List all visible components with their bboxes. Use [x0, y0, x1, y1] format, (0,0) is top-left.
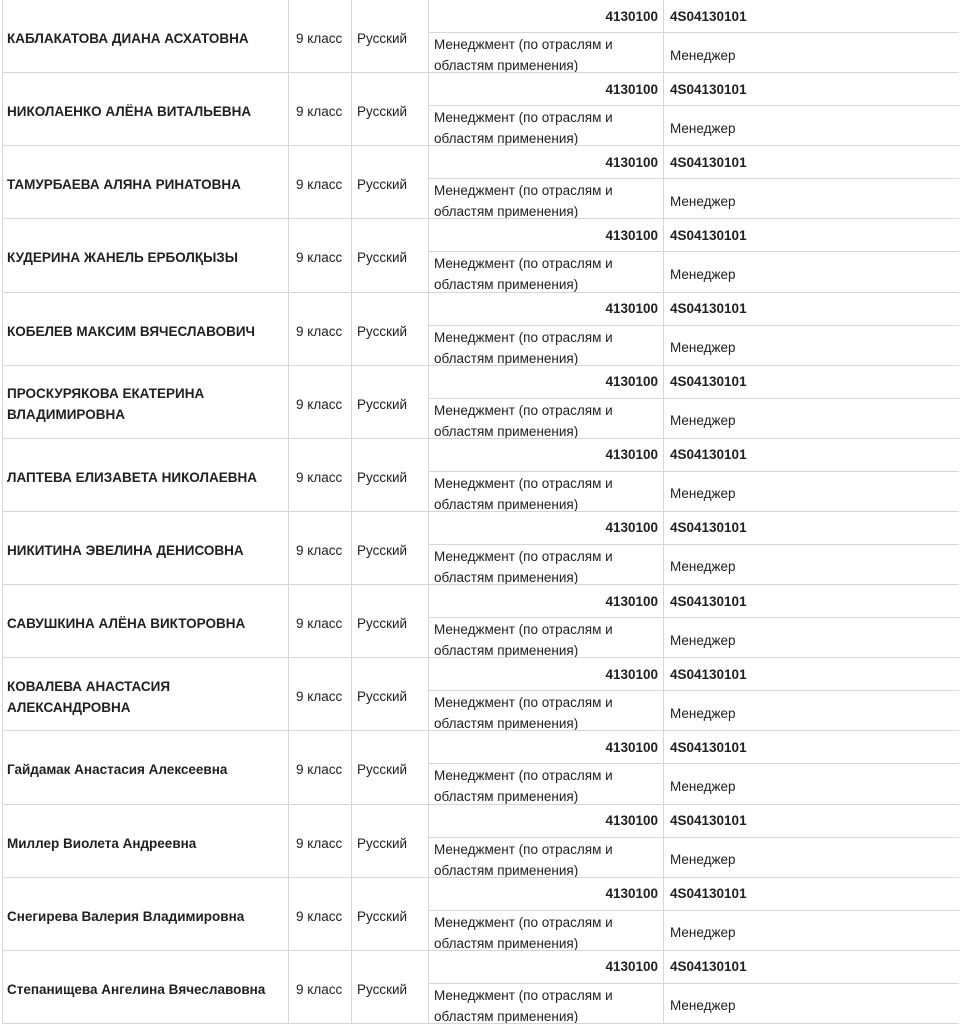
language-cell[interactable]: Русский — [352, 366, 429, 439]
qualification-column-group — [664, 439, 959, 512]
qualification-code-cell[interactable]: 4S04130101 — [664, 512, 959, 545]
language-cell[interactable]: Русский — [352, 0, 429, 73]
table-row — [3, 951, 959, 1024]
table-row — [3, 731, 959, 804]
language-cell[interactable]: Русский — [352, 585, 429, 658]
language-cell[interactable]: Русский — [352, 73, 429, 146]
program-column-group — [429, 658, 664, 731]
student-name-cell[interactable]: НИКИТИНА ЭВЕЛИНА ДЕНИСОВНА — [3, 512, 289, 585]
program-column-group — [429, 146, 664, 219]
qualification-cell[interactable]: Менеджер — [670, 559, 736, 575]
program-name-cell[interactable]: Менеджмент (по отраслям и областям применения) — [429, 911, 664, 951]
qualification-cell[interactable]: Менеджер — [670, 852, 736, 868]
language-cell[interactable]: Русский — [352, 439, 429, 512]
language-cell[interactable]: Русский — [352, 219, 429, 292]
qualification-cell[interactable]: Менеджер — [670, 998, 736, 1014]
student-name-cell[interactable]: ЛАПТЕВА ЕЛИЗАВЕТА НИКОЛАЕВНА — [3, 439, 289, 512]
qualification-cell[interactable]: Менеджер — [670, 266, 736, 282]
qualification-code-cell[interactable]: 4S04130101 — [664, 293, 959, 326]
student-name-cell[interactable]: ТАМУРБАЕВА АЛЯНА РИНАТОВНА — [3, 146, 289, 219]
program-code-cell[interactable]: 4130100 — [429, 293, 664, 326]
qualification-code-cell[interactable]: 4S04130101 — [664, 805, 959, 838]
table-row — [3, 366, 959, 439]
program-name-cell[interactable]: Менеджмент (по отраслям и областям применения) — [429, 984, 664, 1024]
qualification-column-group — [664, 146, 959, 219]
program-name-cell[interactable]: Менеджмент (по отраслям и областям применения) — [429, 618, 664, 658]
table-row — [3, 146, 959, 219]
grade-cell[interactable]: 9 класс — [289, 512, 352, 585]
program-column-group — [429, 0, 664, 73]
program-code-cell[interactable]: 4130100 — [429, 805, 664, 838]
student-name-cell[interactable]: ПРОСКУРЯКОВА ЕКАТЕРИНА ВЛАДИМИРОВНА — [3, 366, 289, 439]
qualification-cell[interactable]: Менеджер — [670, 778, 736, 794]
qualification-column-group — [664, 951, 959, 1024]
language-cell[interactable]: Русский — [352, 658, 429, 731]
program-column-group — [429, 293, 664, 366]
program-column-group — [429, 878, 664, 951]
program-name-cell[interactable]: Менеджмент (по отраслям и областям применения) — [429, 326, 664, 366]
program-name-cell[interactable]: Менеджмент (по отраслям и областям применения) — [429, 838, 664, 878]
table-row — [3, 585, 959, 658]
student-name-cell[interactable]: Снегирева Валерия Владимировна — [3, 878, 289, 951]
program-column-group — [429, 512, 664, 585]
program-code-cell[interactable]: 4130100 — [429, 585, 664, 618]
grade-cell[interactable]: 9 класс — [289, 805, 352, 878]
program-column-group — [429, 439, 664, 512]
qualification-column-group — [664, 73, 959, 146]
qualification-column-group — [664, 366, 959, 439]
qualification-cell[interactable]: Менеджер — [670, 925, 736, 941]
qualification-cell[interactable]: Менеджер — [670, 632, 736, 648]
program-code-cell[interactable]: 4130100 — [429, 951, 664, 984]
table-row — [3, 805, 959, 878]
table-row — [3, 0, 959, 73]
grade-cell[interactable]: 9 класс — [289, 219, 352, 292]
grade-cell[interactable]: 9 класс — [289, 439, 352, 512]
language-cell[interactable]: Русский — [352, 146, 429, 219]
language-cell[interactable]: Русский — [352, 731, 429, 804]
table-row — [3, 658, 959, 731]
qualification-column-group — [664, 731, 959, 804]
program-column-group — [429, 219, 664, 292]
grade-cell[interactable]: 9 класс — [289, 731, 352, 804]
table-row — [3, 512, 959, 585]
qualification-column-group — [664, 219, 959, 292]
grade-cell[interactable]: 9 класс — [289, 73, 352, 146]
student-name-cell[interactable]: КУДЕРИНА ЖАНЕЛЬ ЕРБОЛҚЫЗЫ — [3, 219, 289, 292]
qualification-column-group — [664, 658, 959, 731]
grade-cell[interactable]: 9 класс — [289, 585, 352, 658]
program-name-cell[interactable]: Менеджмент (по отраслям и областям применения) — [429, 545, 664, 585]
program-name-cell[interactable]: Менеджмент (по отраслям и областям применения) — [429, 33, 664, 73]
program-code-cell[interactable]: 4130100 — [429, 878, 664, 911]
qualification-cell[interactable]: Менеджер — [670, 486, 736, 502]
grade-cell[interactable]: 9 класс — [289, 293, 352, 366]
grade-cell[interactable]: 9 класс — [289, 366, 352, 439]
table-row — [3, 73, 959, 146]
grade-cell[interactable]: 9 класс — [289, 146, 352, 219]
qualification-code-cell[interactable]: 4S04130101 — [664, 951, 959, 984]
student-name-cell[interactable]: КОБЕЛЕВ МАКСИМ ВЯЧЕСЛАВОВИЧ — [3, 293, 289, 366]
program-code-cell[interactable]: 4130100 — [429, 366, 664, 399]
student-name-cell[interactable]: Гайдамак Анастасия Алексеевна — [3, 731, 289, 804]
program-column-group — [429, 585, 664, 658]
student-name-cell[interactable]: Миллер Виолета Андреевна — [3, 805, 289, 878]
program-name-cell[interactable]: Менеджмент (по отраслям и областям применения) — [429, 399, 664, 439]
student-name-cell[interactable]: НИКОЛАЕНКО АЛЁНА ВИТАЛЬЕВНА — [3, 73, 289, 146]
qualification-code-cell[interactable]: 4S04130101 — [664, 585, 959, 618]
qualification-cell[interactable]: Менеджер — [670, 120, 736, 136]
table-row — [3, 293, 959, 366]
program-column-group — [429, 951, 664, 1024]
grade-cell[interactable]: 9 класс — [289, 878, 352, 951]
qualification-cell[interactable]: Менеджер — [670, 47, 736, 63]
language-cell[interactable]: Русский — [352, 512, 429, 585]
student-name-cell[interactable]: КАБЛАКАТОВА ДИАНА АСХАТОВНА — [3, 0, 289, 73]
table-row — [3, 878, 959, 951]
program-name-cell[interactable]: Менеджмент (по отраслям и областям применения) — [429, 106, 664, 146]
spreadsheet-table — [2, 0, 959, 1024]
qualification-code-cell[interactable]: 4S04130101 — [664, 878, 959, 911]
student-name-cell[interactable]: Степанищева Ангелина Вячеславовна — [3, 951, 289, 1024]
grade-cell[interactable]: 9 класс — [289, 658, 352, 731]
program-column-group — [429, 366, 664, 439]
table-row — [3, 439, 959, 512]
program-code-cell[interactable]: 4130100 — [429, 512, 664, 545]
student-name-cell[interactable]: САВУШКИНА АЛЁНА ВИКТОРОВНА — [3, 585, 289, 658]
table-row — [3, 219, 959, 292]
program-code-cell[interactable]: 4130100 — [429, 73, 664, 106]
qualification-column-group — [664, 293, 959, 366]
language-cell[interactable]: Русский — [352, 293, 429, 366]
program-column-group — [429, 73, 664, 146]
language-cell[interactable]: Русский — [352, 805, 429, 878]
qualification-cell[interactable]: Менеджер — [670, 705, 736, 721]
qualification-code-cell[interactable]: 4S04130101 — [664, 219, 959, 252]
program-column-group — [429, 805, 664, 878]
language-cell[interactable]: Русский — [352, 951, 429, 1024]
qualification-code-cell[interactable]: 4S04130101 — [664, 366, 959, 399]
qualification-code-cell[interactable]: 4S04130101 — [664, 731, 959, 764]
qualification-code-cell[interactable]: 4S04130101 — [664, 146, 959, 179]
program-name-cell[interactable]: Менеджмент (по отраслям и областям применения) — [429, 764, 664, 804]
qualification-column-group — [664, 878, 959, 951]
program-code-cell[interactable]: 4130100 — [429, 731, 664, 764]
program-code-cell[interactable]: 4130100 — [429, 0, 664, 33]
program-name-cell[interactable]: Менеджмент (по отраслям и областям применения) — [429, 472, 664, 512]
qualification-column-group — [664, 0, 959, 73]
program-name-cell[interactable]: Менеджмент (по отраслям и областям применения) — [429, 252, 664, 292]
qualification-code-cell[interactable]: 4S04130101 — [664, 0, 959, 33]
student-name-cell[interactable]: КОВАЛЕВА АНАСТАСИЯ АЛЕКСАНДРОВНА — [3, 658, 289, 731]
program-name-cell[interactable]: Менеджмент (по отраслям и областям применения) — [429, 691, 664, 731]
program-name-cell[interactable]: Менеджмент (по отраслям и областям применения) — [429, 179, 664, 219]
grade-cell[interactable]: 9 класс — [289, 951, 352, 1024]
qualification-column-group — [664, 805, 959, 878]
program-code-cell[interactable]: 4130100 — [429, 219, 664, 252]
qualification-code-cell[interactable]: 4S04130101 — [664, 658, 959, 691]
program-column-group — [429, 731, 664, 804]
grade-cell[interactable]: 9 класс — [289, 0, 352, 73]
qualification-code-cell[interactable]: 4S04130101 — [664, 73, 959, 106]
language-cell[interactable]: Русский — [352, 878, 429, 951]
qualification-cell[interactable]: Менеджер — [670, 193, 736, 209]
qualification-cell[interactable]: Менеджер — [670, 413, 736, 429]
program-code-cell[interactable]: 4130100 — [429, 439, 664, 472]
qualification-column-group — [664, 585, 959, 658]
qualification-cell[interactable]: Менеджер — [670, 340, 736, 356]
program-code-cell[interactable]: 4130100 — [429, 146, 664, 179]
qualification-code-cell[interactable]: 4S04130101 — [664, 439, 959, 472]
qualification-column-group — [664, 512, 959, 585]
program-code-cell[interactable]: 4130100 — [429, 658, 664, 691]
